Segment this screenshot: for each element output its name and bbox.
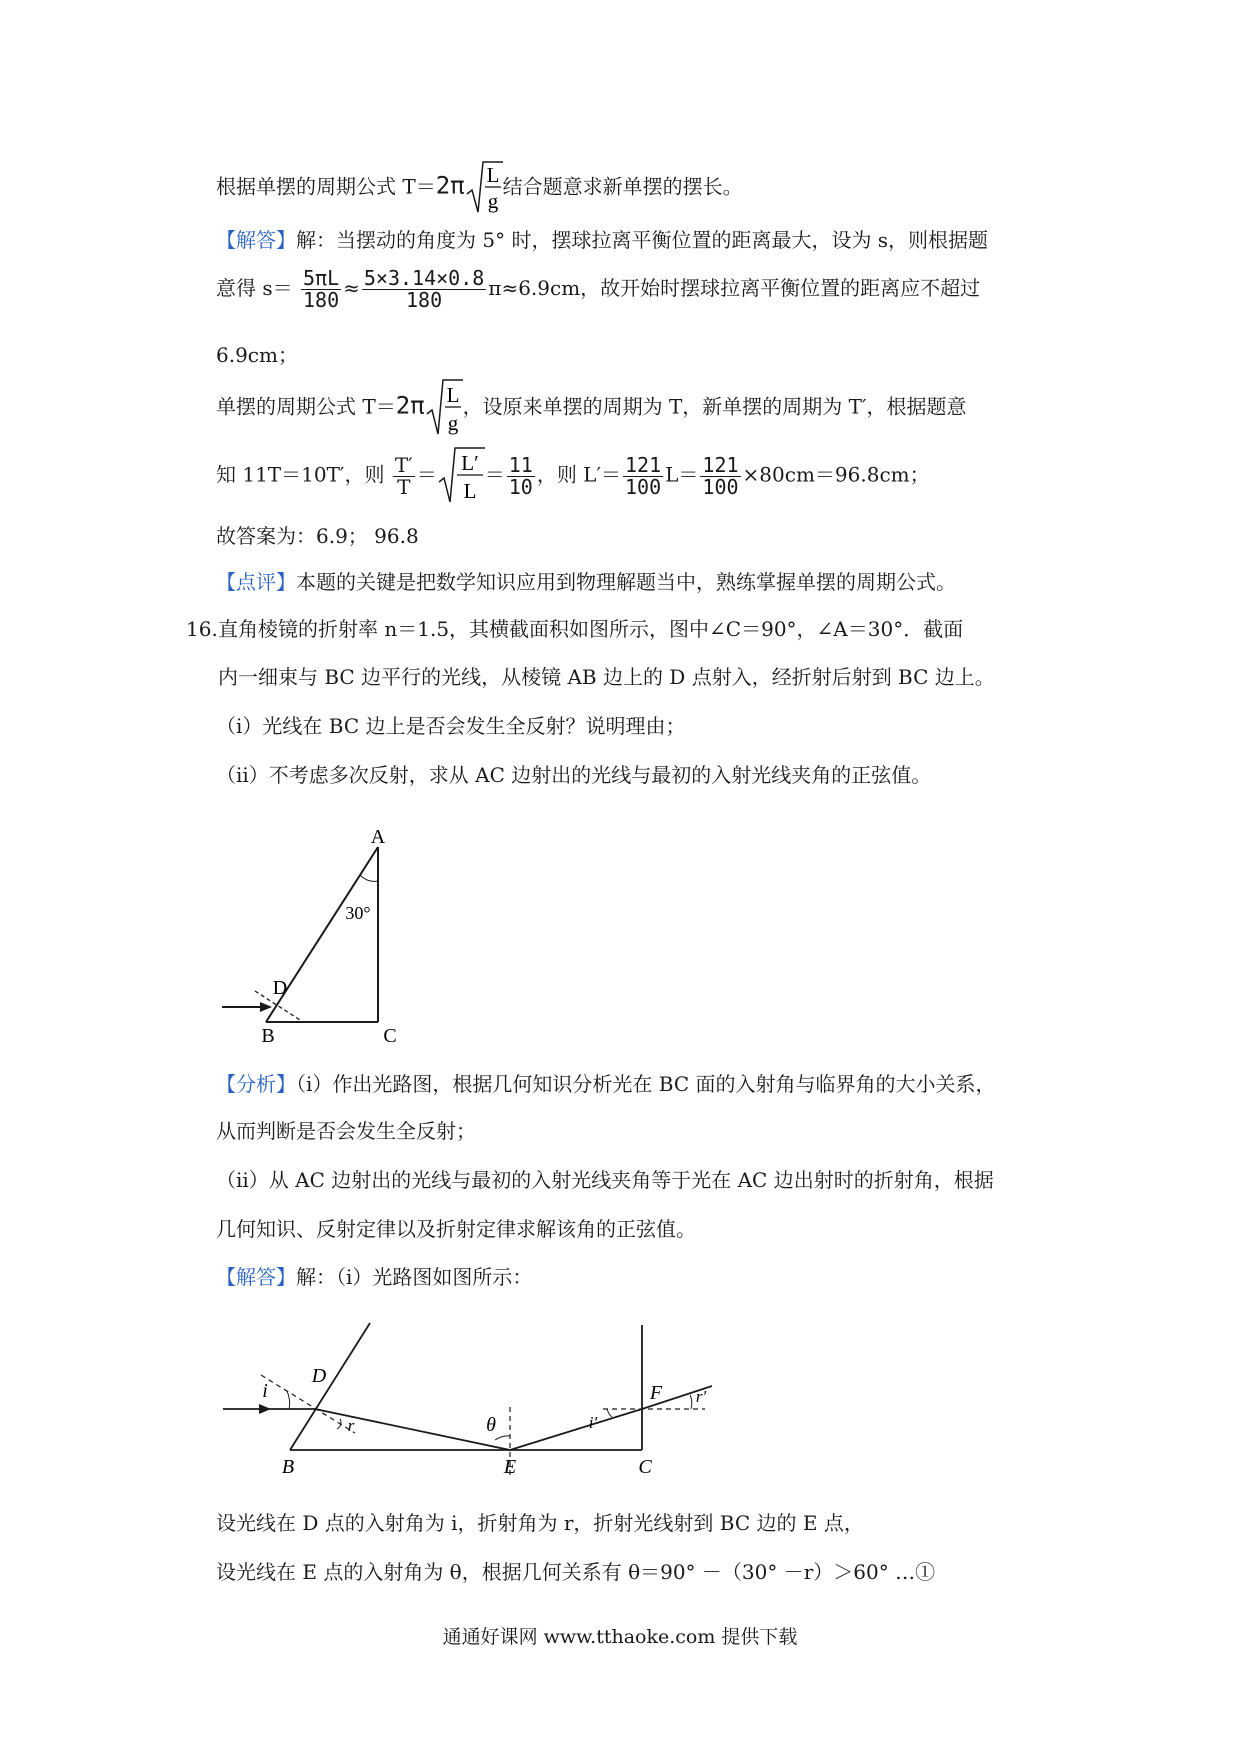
text-segment: 本题的关键是把数学知识应用到物理解题当中，熟练掌握单摆的周期公式。 <box>296 570 956 594</box>
text-segment: 解：（i）光路图如图所示： <box>296 1265 533 1289</box>
text-segment: 结合题意求新单摆的摆长。 <box>502 174 743 199</box>
two-pi: 2π <box>435 171 465 200</box>
fraction: $\frac{121}{100}$ <box>625 452 662 499</box>
question-line: 直角棱镜的折射率 n＝1.5，其横截面积如图所示，图中∠C＝90°，∠A＝30°．截面 <box>218 617 964 641</box>
fraction: $\frac{11}{10}$ <box>508 452 533 499</box>
approx-sign: ≈ <box>343 276 360 300</box>
sym-L-prime: L′ <box>461 451 479 475</box>
text-segment: 知 11T＝10T′，则 <box>216 462 385 487</box>
equal-sign: ＝ <box>484 462 505 487</box>
analysis-line: （ii）从 AC 边射出的光线与最初的入射光线夹角等于光在 AC 边出射时的折射角，根据 <box>216 1168 994 1192</box>
fraction: $\frac{5\pi L}{180}$ <box>302 266 340 312</box>
text-segment: 根据单摆的周期公式 T＝ <box>216 174 436 199</box>
angle-i-arc <box>287 1391 290 1409</box>
text-line: 设光线在 E 点的入射角为 θ，根据几何关系有 θ＝90° －（30° －r）＞60° …① <box>216 1560 936 1584</box>
arrowhead-icon <box>260 1002 272 1012</box>
angle-r-arc <box>337 1419 341 1429</box>
text-segment: π≈6.9cm，故开始时摆球拉离平衡位置的距离应不超过 <box>488 276 981 300</box>
label-r-prime: r′ <box>695 1387 707 1406</box>
question-line: 内一细束与 BC 边平行的光线，从棱镜 AB 边上的 D 点射入，经折射后射到 BC 边上。 <box>218 665 995 689</box>
sym-L: L <box>463 479 477 503</box>
sym-L: L <box>446 383 460 407</box>
light-path-figure <box>215 1315 735 1480</box>
text-line: 设光线在 D 点的入射角为 i，折射角为 r，折射光线射到 BC 边的 E 点， <box>216 1511 864 1535</box>
text-segment: 意得 s＝ <box>216 276 293 300</box>
question-part-ii: （ii）不考虑多次反射，求从 AC 边射出的光线与最初的入射光线夹角的正弦值。 <box>216 763 932 787</box>
text-segment: 单摆的周期公式 T＝ <box>216 394 396 419</box>
label-r: r <box>347 1416 355 1435</box>
label-D: D <box>311 1365 327 1387</box>
label-B: B <box>261 1025 275 1047</box>
sym-g: g <box>447 411 458 435</box>
sqrt-Lp-over-L <box>437 446 485 506</box>
text-line <box>216 268 980 311</box>
label-C: C <box>383 1025 397 1047</box>
label-D: D <box>272 977 288 999</box>
sqrt-L-over-g <box>465 160 503 216</box>
text-segment: ，则 L′＝ <box>536 462 622 487</box>
label-C: C <box>638 1456 652 1478</box>
label-E: E <box>503 1456 517 1478</box>
text-line: 6.9cm； <box>216 343 298 367</box>
angle-A-label: 30° <box>345 903 371 923</box>
fraction: $\frac{T'}{T}$ <box>394 452 413 499</box>
fraction: $\frac{5\times 3.14\times 0.8}{180}$ <box>363 266 485 312</box>
angle-i-prime-arc <box>607 1409 612 1417</box>
angle-theta-arc <box>495 1436 510 1440</box>
refracted-ray-DE <box>315 1409 510 1450</box>
text-line <box>216 446 930 506</box>
label-theta: θ <box>486 1414 496 1436</box>
question-part-i: （i）光线在 BC 边上是否会发生全反射？说明理由； <box>216 714 686 738</box>
analysis-line <box>216 1074 995 1094</box>
label-A: A <box>370 826 386 848</box>
text-line <box>216 378 967 438</box>
text-segment: （i）作出光路图，根据几何知识分析光在 BC 面的入射角与临界角的大小关系， <box>296 1072 996 1096</box>
angle-r-prime-arc <box>690 1395 692 1409</box>
label-i-prime: i′ <box>588 1413 598 1432</box>
comment-tag: 【点评】 <box>216 570 296 594</box>
answer-tag: 【解答】 <box>216 1265 296 1289</box>
label-i: i <box>262 1380 268 1402</box>
sym-g: g <box>487 189 498 213</box>
text-line <box>216 230 988 250</box>
page-footer: 通通好课网 www.tthaoke.com 提供下载 <box>442 1626 798 1648</box>
text-segment: ×80cm＝96.8cm； <box>742 462 930 487</box>
question-number: 16. <box>186 617 218 641</box>
text-segment: L＝ <box>665 462 699 487</box>
answer-line <box>216 1267 532 1287</box>
answer-tag: 【解答】 <box>216 228 296 252</box>
text-line <box>216 160 743 216</box>
equal-sign: ＝ <box>416 462 437 487</box>
analysis-tag: 【分析】 <box>216 1072 296 1096</box>
sqrt-L-over-g <box>425 378 463 438</box>
two-pi: 2π <box>395 391 425 420</box>
prism-figure <box>210 815 410 1047</box>
text-line <box>216 572 956 592</box>
text-segment: ，设原来单摆的周期为 T，新单摆的周期为 T′，根据题意 <box>462 394 967 419</box>
sym-L: L <box>486 163 500 187</box>
arrowhead-icon <box>259 1404 271 1414</box>
analysis-line: 从而判断是否会发生全反射； <box>216 1119 476 1143</box>
fraction: $\frac{121}{100}$ <box>702 452 739 499</box>
side-AB <box>290 1323 370 1450</box>
text-segment: 解：当摆动的角度为 5° 时，摆球拉离平衡位置的距离最大，设为 s，则根据题 <box>296 228 989 252</box>
reflected-ray-EF <box>510 1409 642 1450</box>
label-F: F <box>649 1382 663 1404</box>
angle-arc <box>360 875 378 881</box>
analysis-line: 几何知识、反射定律以及折射定律求解该角的正弦值。 <box>216 1217 696 1241</box>
text-line: 故答案为：6.9； 96.8 <box>216 524 419 548</box>
label-B: B <box>281 1456 295 1478</box>
